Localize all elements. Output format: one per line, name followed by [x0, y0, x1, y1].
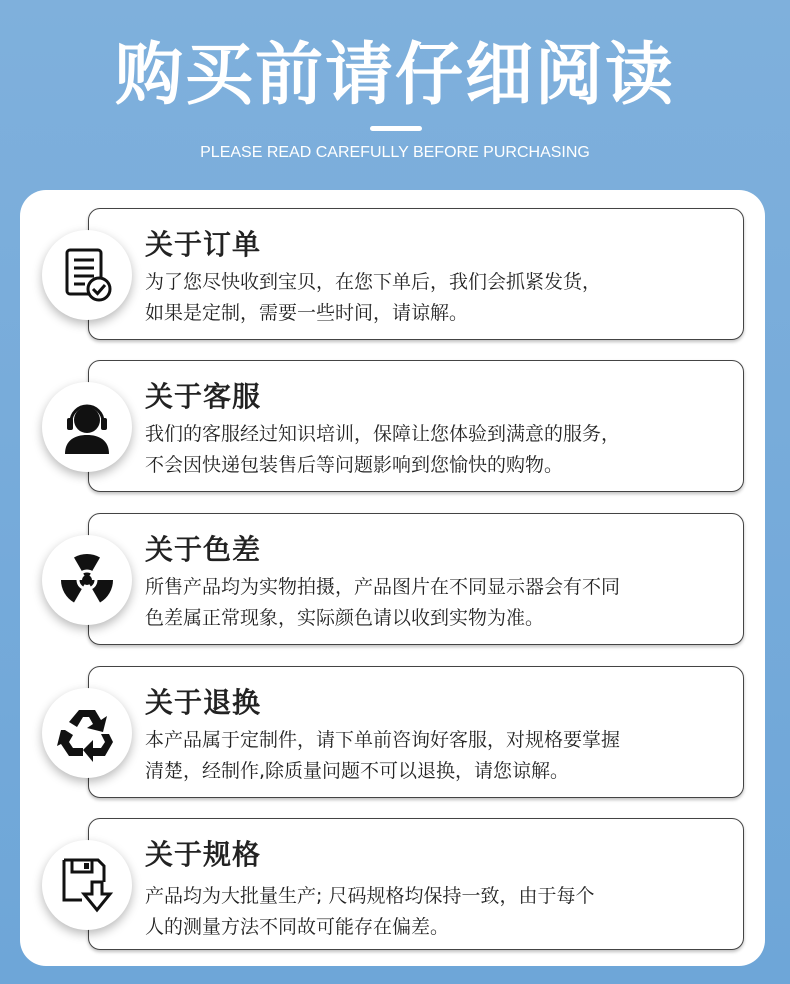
section-title: 关于规格 [145, 838, 262, 871]
section-line: 如果是定制，需要一些时间，请谅解。 [145, 302, 469, 324]
section-line: 我们的客服经过知识培训，保障让您体验到满意的服务， [145, 423, 621, 445]
section-line: 产品均为大批量生产; 尺码规格均保持一致，由于每个 [145, 885, 595, 907]
section-line: 不会因快递包装售后等问题影响到您愉快的购物。 [145, 454, 564, 476]
section-card-order [88, 208, 744, 340]
section-title: 关于订单 [145, 228, 262, 261]
section-card-spec [88, 818, 744, 950]
page-title: 购买前请仔细阅读 [114, 36, 675, 115]
section-body [145, 725, 729, 787]
section-body [145, 419, 729, 481]
section-line: 本产品属于定制件，请下单前咨询好客服，对规格要掌握 [145, 729, 621, 751]
section-card-color [88, 513, 744, 645]
section-title: 关于色差 [145, 533, 262, 566]
section-line: 为了您尽快收到宝贝，在您下单后，我们会抓紧发货， [145, 271, 602, 293]
document-check-icon [42, 230, 132, 320]
recycle-icon [42, 688, 132, 778]
radiation-icon [42, 535, 132, 625]
section-line: 色差属正常现象，实际颜色请以收到实物为准。 [145, 607, 545, 629]
section-line: 人的测量方法不同故可能存在偏差。 [145, 916, 450, 938]
section-card-return [88, 666, 744, 798]
title-underline [370, 126, 422, 131]
section-title: 关于客服 [145, 380, 262, 413]
customer-service-icon [42, 382, 132, 472]
section-body [145, 267, 729, 329]
section-title: 关于退换 [145, 686, 262, 719]
save-download-icon [42, 840, 132, 930]
section-card-service [88, 360, 744, 492]
section-body [145, 881, 729, 943]
section-line: 清楚，经制作,除质量问题不可以退换，请您谅解。 [145, 760, 570, 782]
section-body [145, 572, 729, 634]
page-subtitle: PLEASE READ CAREFULLY BEFORE PURCHASING [200, 144, 590, 161]
section-line: 所售产品均为实物拍摄，产品图片在不同显示器会有不同 [145, 576, 621, 598]
